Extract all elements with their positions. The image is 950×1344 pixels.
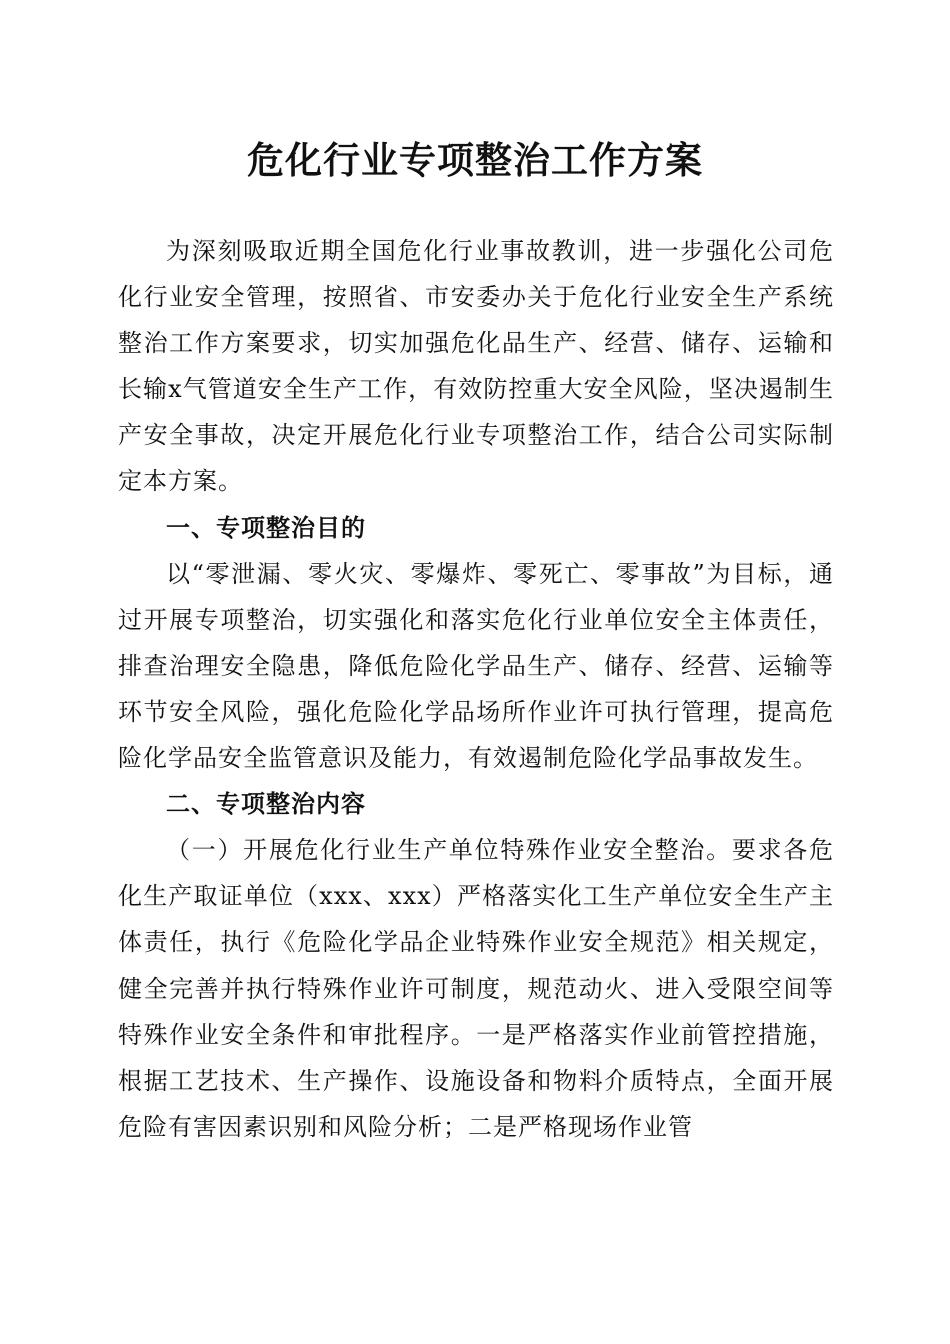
section2-heading: 二、专项整治内容: [166, 790, 366, 819]
item1-paragraph: [118, 827, 834, 1150]
item1-title: （一）开展危化行业生产单位特殊作业安全整治。: [166, 836, 732, 865]
section1-paragraph: 以“零泄漏、零火灾、零爆炸、零死亡、零事故”为目标，通过开展专项整治，切实强化和落实危化行业单位安全主体责任，排查治理安全隐患，降低危险化学品生产、储存、经营、运输等环节安全风险，强化危险化学品场所作业许可执行管理，提高危险化学品安全监管意识及能力，有效遏制危险化学品事故发生。: [118, 559, 834, 773]
section1-heading: 一、专项整治目的: [166, 513, 366, 542]
document-title: 危化行业专项整治工作方案: [247, 138, 703, 182]
intro-paragraph: 为深刻吸取近期全国危化行业事故教训，进一步强化公司危化行业安全管理，按照省、市安委办关于危化行业安全生产系统整治工作方案要求，切实加强危化品生产、经营、储存、运输和长输x气管道安全生产工作，有效防控重大安全风险，坚决遏制生产安全事故，决定开展危化行业专项整治工作，结合公司实际制定本方案。: [118, 237, 834, 496]
document-body: [118, 228, 834, 1150]
item1-text: 要求各危化生产取证单位（xxx、xxx）严格落实化工生产单位安全生产主体责任，执行《危险化学品企业特殊作业安全规范》相关规定，健全完善并执行特殊作业许可制度，规范动火、进入受限空间等特殊作业安全条件和审批程序。一是严格落实作业前管控措施，根据工艺技术、生产操作、设施设备和物料介质特点，全面开展危险有害因素识别和风险分析；二是严格现场作业管: [118, 836, 835, 1141]
